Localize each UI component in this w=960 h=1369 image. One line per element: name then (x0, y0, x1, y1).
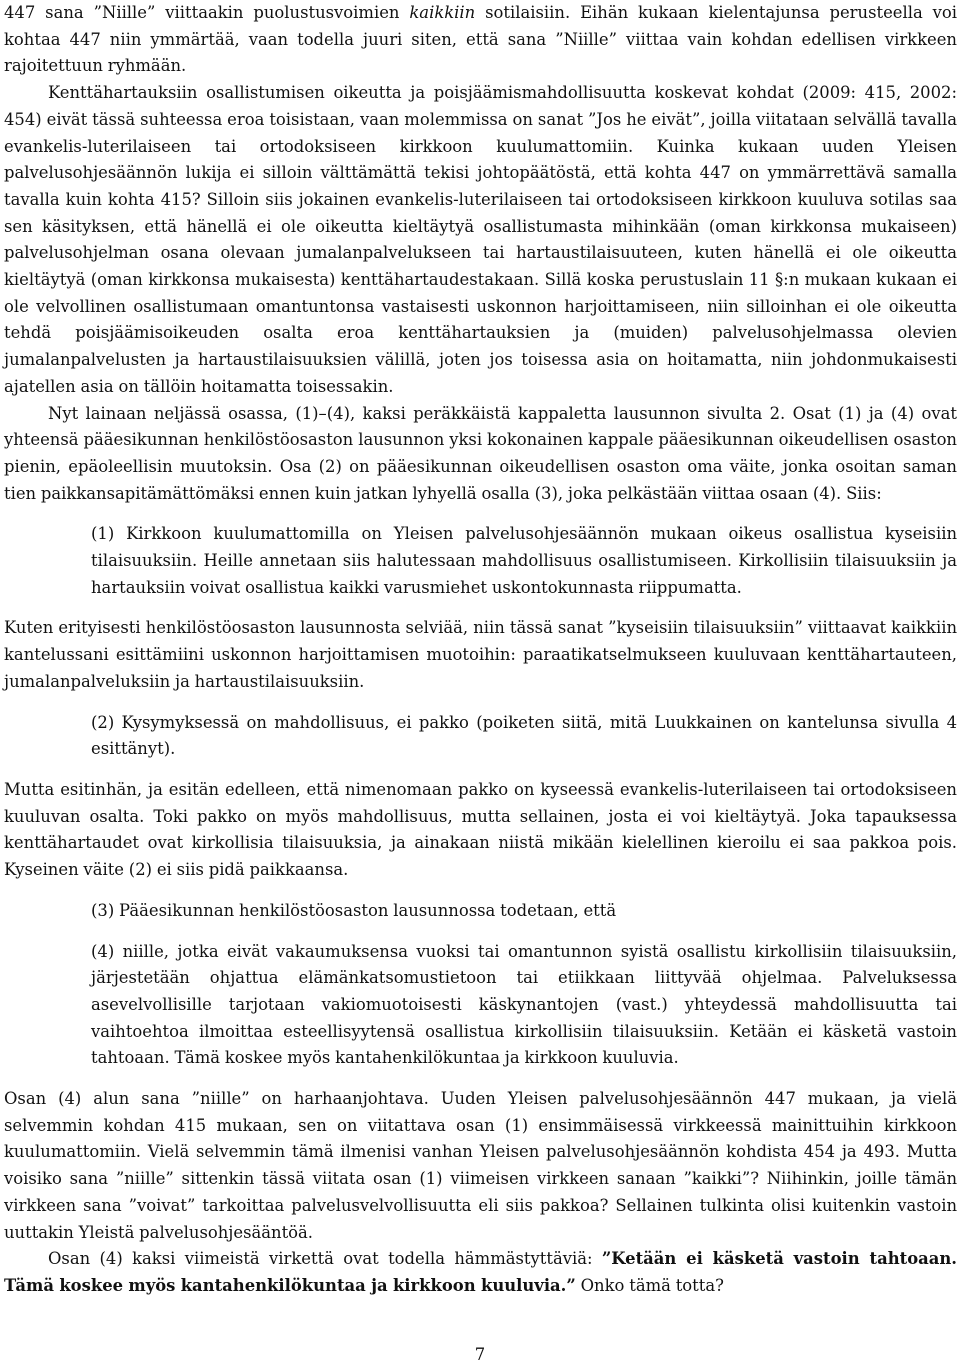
quote-4: (4) niille, jotka eivät vakaumuksensa vuoksi tai omantunnon syistä osallistu kirkollisiin tilaisuuksiin, järjestetään ohjattua elämänkatsomustietoon tai etiikkaan liittyvää ohjelmaa. Palveluksessa asevelvollisille tarjotaan vakiomuotoisesti käskynantojen (vast.) yhteydessä mahdollisuutta tai vaihtoehtoa ilmoittaa esteellisyytensä osallistua kirkollisiin tilaisuuksiin. Ketään ei käsketä vastoin tahtoaan. Tämä koskee myös kantahenkilökuntaa ja kirkkoon kuuluvia. (91, 941, 957, 1068)
paragraph-7: Osan (4) kaksi viimeistä virkettä ovat todella hämmästyttäviä: ”Ketään ei käsketä vastoin tahtoaan. Tämä koskee myös kantahenkilökuntaa ja kirkkoon kuuluvia.” Onko tämä totta? (4, 1249, 957, 1295)
paragraph-1: 447 sana ”Niille” viittaakin puolustusvoimien kaikkiin sotilaisiin. Eihän kukaan kielentajunsa perusteella voi kohtaa 447 niin ymmärtää, vaan todella juuri siten, että sana ”Niille” viittaa vain kohdan edellisen virkkeen rajoitettuun ryhmään. (4, 3, 958, 76)
paragraph-5: Mutta esitinhän, ja esitän edelleen, että nimenomaan pakko on kyseessä evankelis-luterilaiseen tai ortodoksiseen kuuluvan osalta. Toki pakko on myös mahdollisuus, mutta sellainen, josta ei voi kieltäytyä. Joka tapauksessa kenttähartaudet ovat kirkollisia tilaisuuksia, ja ainakaan niistä mikään kielellinen kieroilu ei saa pakkoa pois. Kyseinen väite (2) ei siis pidä paikkaansa. (4, 779, 957, 880)
page-number: 7 (474, 1345, 486, 1364)
paragraph-2: Kenttähartauksiin osallistumisen oikeutta ja poisjäämismahdollisuutta koskevat kohdat (2009: 415, 2002: 454) eivät tässä suhteessa eroa toisistaan, vaan molemmissa on sanat ”Jos he eivät”, joilla viitataan selvällä tavalla evankelis-luterilaiseen tai ortodoksiseen kirkkoon kuulumattomiin. Kuinka kukaan uuden Yleisen palvelusohjesäännön lukija ei silloin välttämättä tekisi johtopäätöstä, että kohta 447 on ymmärrettävä samalla tavalla kuin kohta 415? Silloin siis jokainen evankelis-luterilaiseen tai ortodoksiseen kirkkoon kuuluva sotilas saa sen käsityksen, että hänellä ei ole oikeutta kieltäytyä osallistumasta mihinkään (oman kirkkonsa mukaiseen) palvelusohjelman osana olevaan jumalanpalvelukseen tai hartaustilaisuuteen, kuten hänellä ei ole oikeutta kieltäytyä (oman kirkkonsa mukaisesta) kenttähartaudestakaan. Sillä koska perustuslain 11 §:n mukaan kukaan ei ole velvollinen osallistumaan omantuntonsa vastaisesti uskonnon harjoittamiseen, niin silloinhan ei ole oikeutta tehdä poisjäämisoikeuden osalta eroa kenttähartauksien ja (muiden) palvelusohjelmassa olevien jumalanpalvelusten ja hartaustilaisuuksien välillä, joten jos toisessa asia on hoitamatta, niin johdonmukaisesti ajatellen asia on tällöin hoitamatta toisessakin. (4, 83, 957, 396)
quote-2: (2) Kysymyksessä on mahdollisuus, ei pakko (poiketen siitä, mitä Luukkainen on kantelunsa sivulla 4 esittänyt). (91, 712, 957, 759)
document-page (4, 0, 957, 1300)
paragraph-6: Osan (4) alun sana ”niille” on harhaanjohtava. Uuden Yleisen palvelusohjesäännön 447 mukaan, ja vielä selvemmin kohdan 415 mukaan, sen on viitattava osan (1) ensimmäisessä virkkeessä mainittuihin kirkkoon kuulumattomiin. Vielä selvemmin tämä ilmenisi vanhan Yleisen palvelusohjesäännön kohdista 454 ja 493. Mutta voisiko sana ”niille” sittenkin tässä viitata osan (1) viimeisen virkkeen sanaan ”kaikki”? Niihinkin, joille tämän virkkeen sana ”voivat” tarkoittaa palvelusvelvollisuutta eli siis pakkoa? Sellainen tulkinta olisi kuitenkin vastoin uuttakin Yleistä palvelusohjesääntöä. (4, 1089, 957, 1242)
paragraph-4: Kuten erityisesti henkilöstöosaston lausunnosta selviää, niin tässä sanat ”kyseisiin tilaisuuksiin” viittaavat kaikkiin kantelussani esittämiini uskonnon harjoittamisen muotoihin: paraatikatselmukseen kuuluvaan kenttähartauteen, jumalanpalveluksiin ja hartaustilaisuuksiin. (4, 618, 957, 691)
quote-3: (3) Pääesikunnan henkilöstöosaston lausunnossa todetaan, että (91, 900, 617, 920)
quote-1: (1) Kirkkoon kuulumattomilla on Yleisen palvelusohjesäännön mukaan oikeus osallistua kyseisiin tilaisuuksiin. Heille annetaan siis halutessaan mahdollisuus osallistumiseen. Kirkollisiin tilaisuuksiin ja hartauksiin voivat osallistua kaikki varusmiehet uskontokunnasta riippumatta. (91, 524, 957, 597)
paragraph-3: Nyt lainaan neljässä osassa, (1)–(4), kaksi peräkkäistä kappaletta lausunnon sivulta 2. Osat (1) ja (4) ovat yhteensä pääesikunnan henkilöstöosaston lausunnon yksi kokonainen kappale pääesikunnan oikeudellisen osaston pienin, epäoleellisin muutoksin. Osa (2) on pääesikunnan oikeudellisen osaston oma väite, jonka osoitan saman tien paikkansapitämättömäksi ennen kuin jatkan lyhyellä osalla (3), joka pelkästään viittaa osaan (4). Siis: (4, 403, 957, 503)
